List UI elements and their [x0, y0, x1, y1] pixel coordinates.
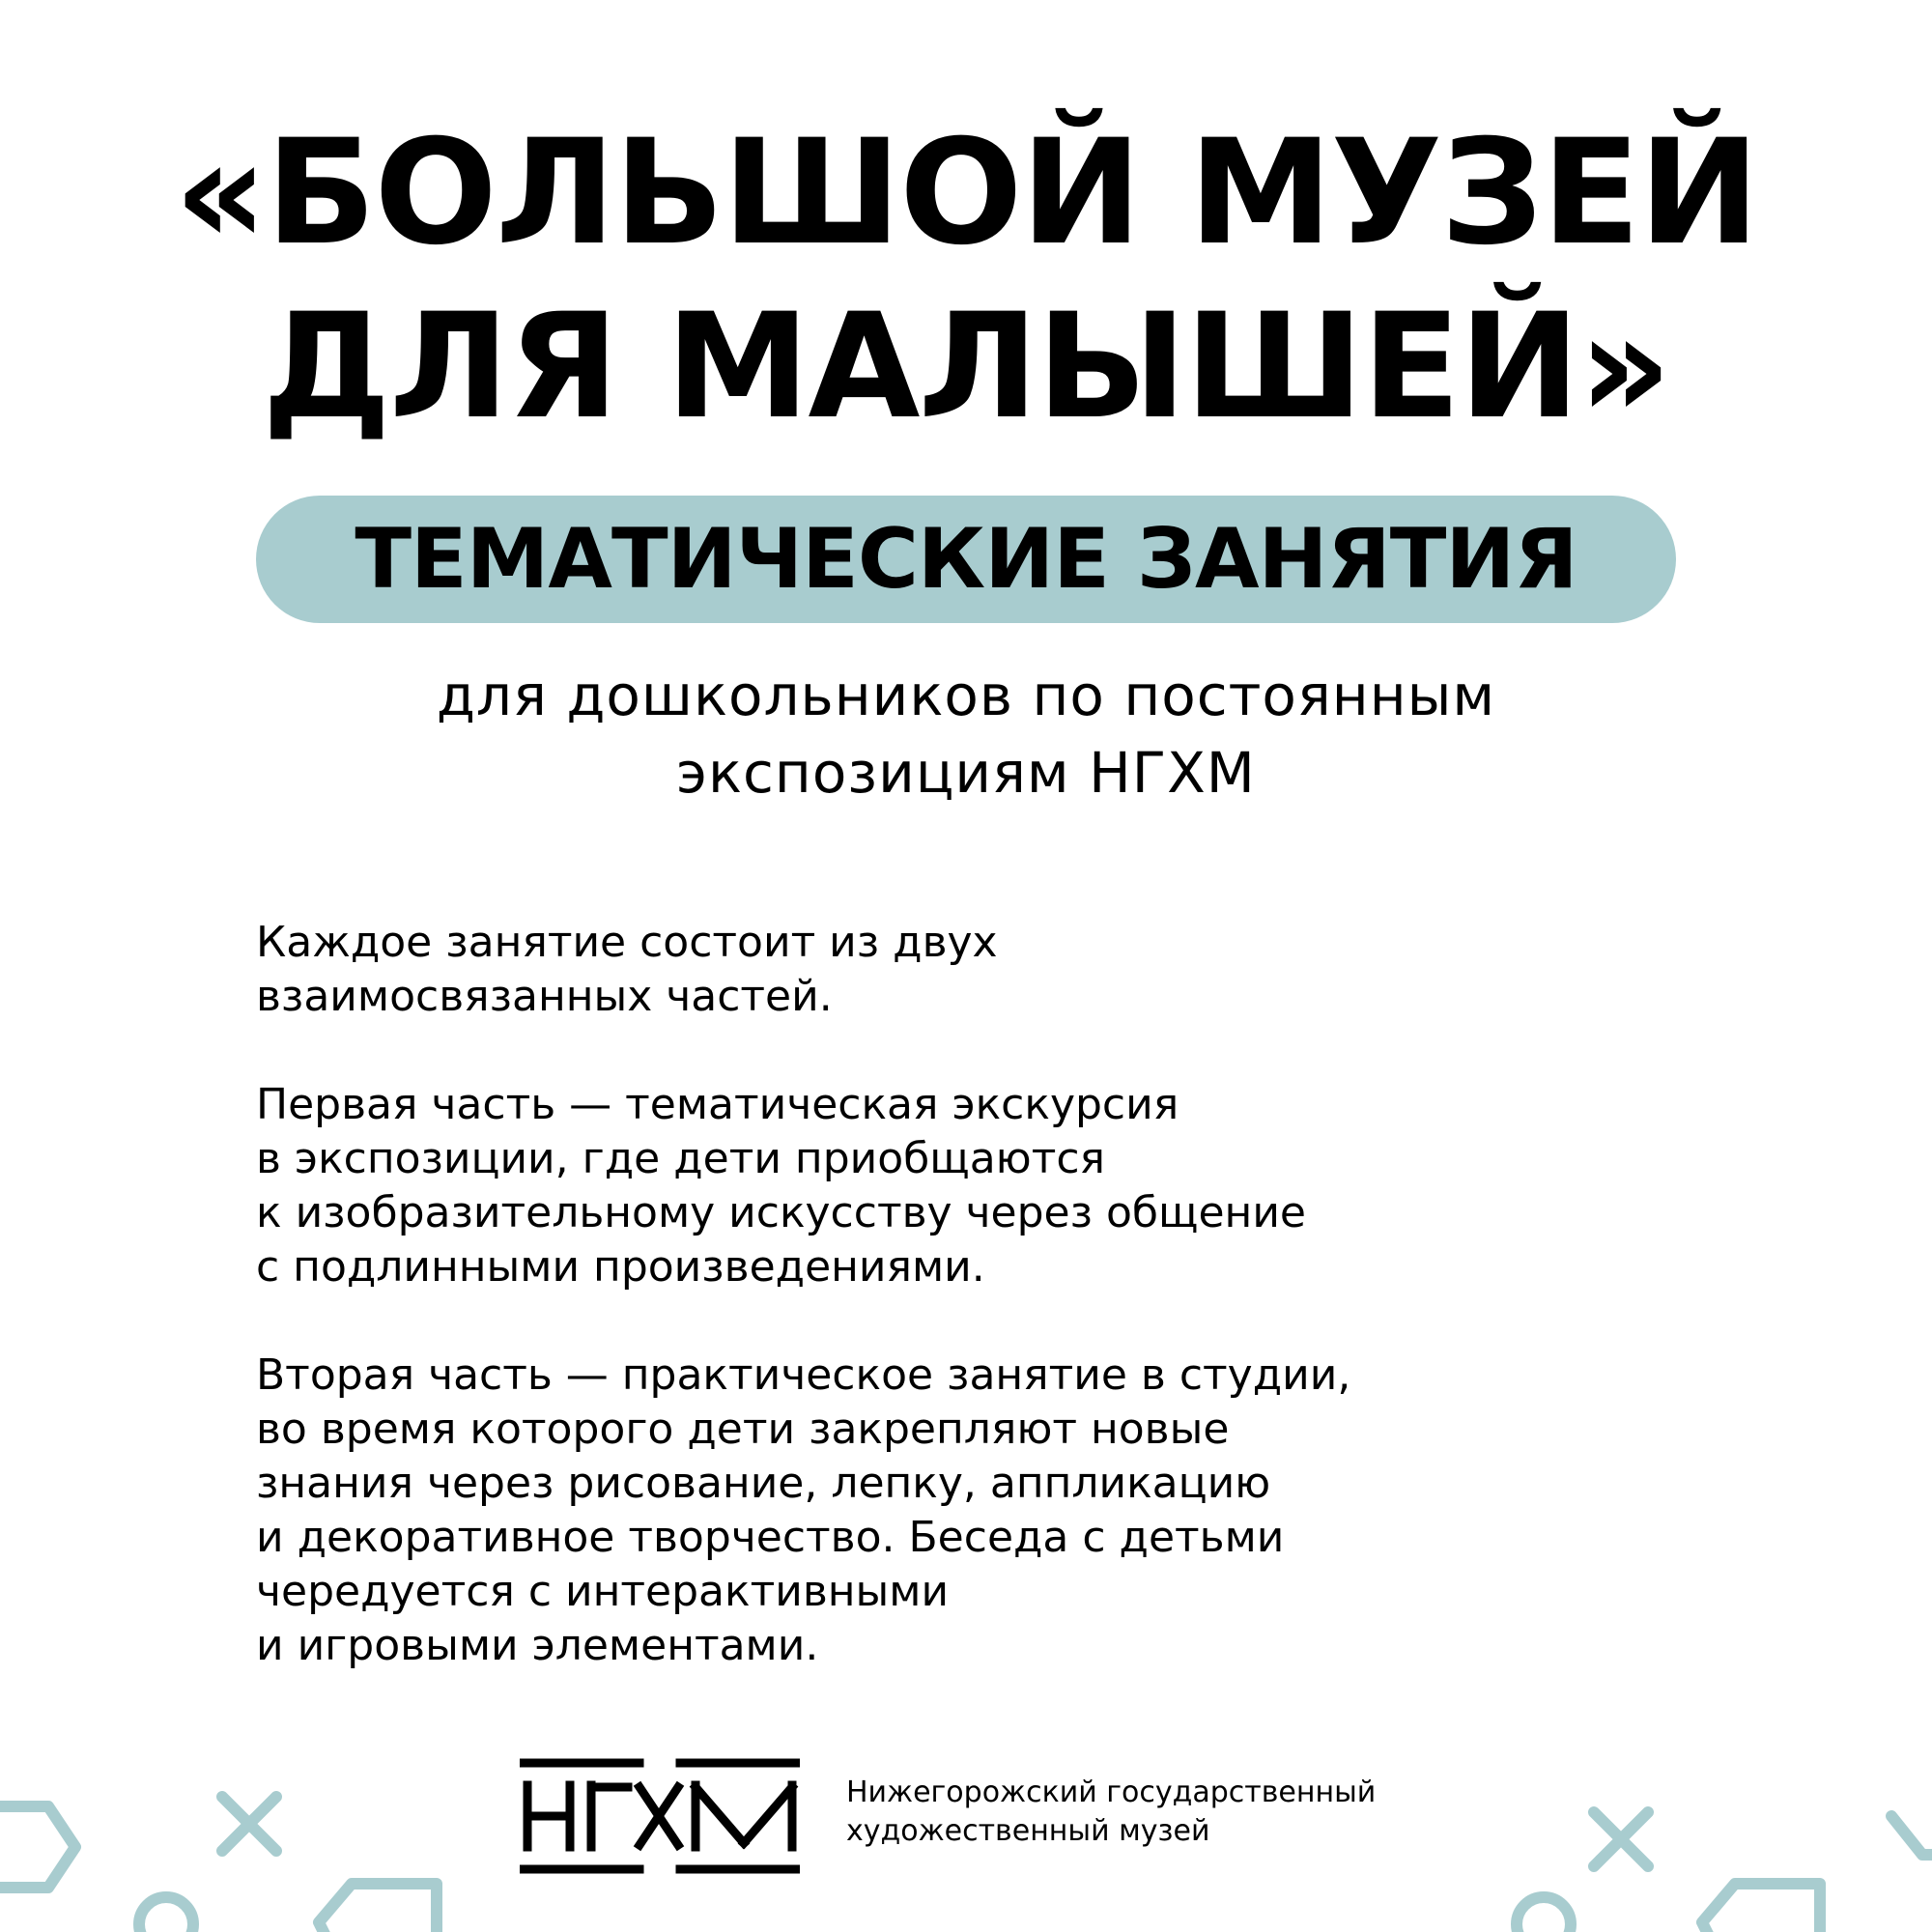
subtitle	[0, 657, 1932, 811]
subtitle-line-1: для дошкольников по постоянным	[436, 663, 1496, 728]
cross-icon	[1594, 1812, 1648, 1866]
paragraph-line: Каждое занятие состоит из двух	[256, 918, 998, 967]
museum-name-line-2: художественный музей	[846, 1814, 1210, 1848]
decorative-shapes	[0, 1777, 1932, 1932]
paragraph-line: в экспозиции, где дети приобщаются	[256, 1134, 1106, 1183]
subtitle-line-2: экспозициям НГХМ	[676, 740, 1256, 806]
banner-pill	[256, 496, 1676, 623]
banner-label: ТЕМАТИЧЕСКИЕ ЗАНЯТИЯ	[355, 511, 1577, 608]
museum-name-line-1: Нижегорожский государственный	[846, 1776, 1377, 1809]
paragraph-1	[256, 916, 1608, 1024]
paragraph-3	[256, 1349, 1608, 1673]
title-line-2: ДЛЯ МАЛЫШЕЙ»	[262, 283, 1670, 451]
title-line-1: «БОЛЬШОЙ МУЗЕЙ	[174, 109, 1758, 277]
description	[256, 916, 1608, 1727]
pentagon-outline-icon	[319, 1884, 437, 1932]
cross-icon	[222, 1797, 276, 1851]
hexagon-outline-icon	[0, 1806, 75, 1888]
paragraph-line: знания через рисование, лепку, аппликацию	[256, 1459, 1271, 1508]
paragraph-line: и игровыми элементами.	[256, 1621, 819, 1670]
paragraph-2	[256, 1078, 1608, 1294]
paragraph-line: и декоративное творчество. Беседа с детьми	[256, 1513, 1285, 1562]
paragraph-line: Первая часть — тематическая экскурсия	[256, 1080, 1179, 1129]
paragraph-line: во время которого дети закрепляют новые	[256, 1405, 1230, 1454]
hexagon-outline-icon	[1891, 1816, 1932, 1855]
circle-outline-icon	[1517, 1897, 1571, 1932]
poster-title	[0, 106, 1932, 454]
paragraph-line: взаимосвязанных частей.	[256, 972, 833, 1021]
paragraph-line: чередуется с интерактивными	[256, 1567, 950, 1616]
pentagon-outline-icon	[1702, 1884, 1820, 1932]
paragraph-line: с подлинными произведениями.	[256, 1242, 985, 1292]
circle-outline-icon	[139, 1897, 193, 1932]
paragraph-line: к изобразительному искусству через общение	[256, 1188, 1306, 1237]
paragraph-line: Вторая часть — практическое занятие в студии,	[256, 1350, 1351, 1400]
